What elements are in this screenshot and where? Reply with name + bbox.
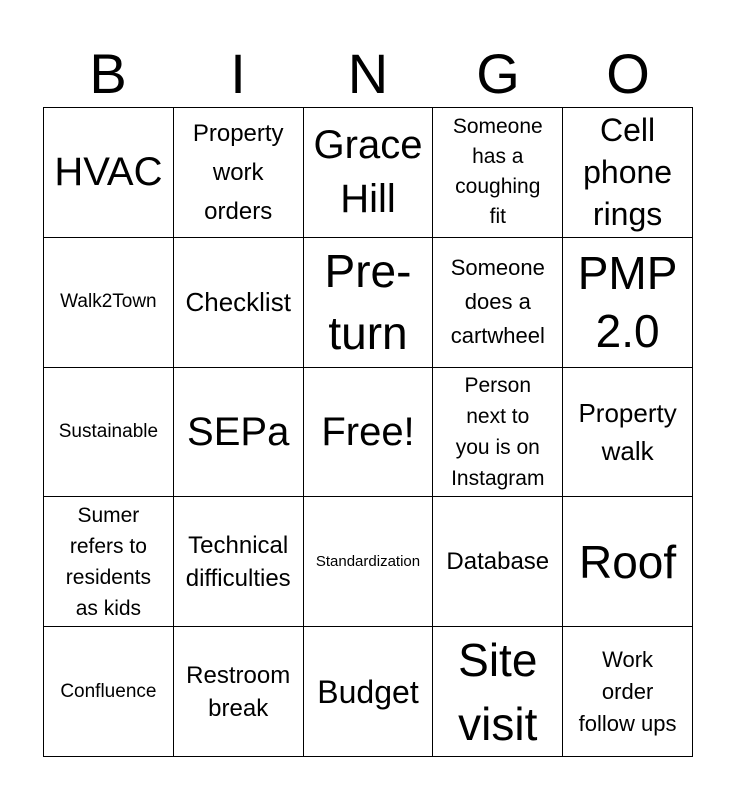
- header-letter-i: I: [230, 42, 246, 105]
- bingo-cell[interactable]: [174, 627, 304, 757]
- cell-text: Checklist: [185, 286, 291, 317]
- cell-text: Pre- turn: [324, 245, 412, 360]
- header-letter-n: N: [347, 42, 389, 105]
- cell-text: Standardization: [315, 552, 421, 570]
- bingo-cell[interactable]: [563, 627, 693, 757]
- bingo-cell[interactable]: [174, 238, 304, 368]
- cell-text: Someone has a coughing fit: [452, 115, 543, 229]
- cell-text: HVAC: [54, 150, 163, 195]
- bingo-cell[interactable]: [44, 108, 174, 238]
- bingo-cell[interactable]: [44, 368, 174, 498]
- bingo-cell[interactable]: [433, 108, 563, 238]
- cell-text: Cell phone rings: [583, 112, 673, 233]
- bingo-cell[interactable]: [433, 238, 563, 368]
- cell-text: PMP 2.0: [577, 247, 678, 358]
- header-letter-o: O: [606, 42, 650, 105]
- bingo-cell[interactable]: [44, 627, 174, 757]
- header-letter-g: G: [476, 42, 520, 105]
- bingo-cell[interactable]: [304, 627, 434, 757]
- cell-text: Sumer refers to residents as kids: [65, 503, 151, 620]
- bingo-cell[interactable]: [563, 108, 693, 238]
- cell-text: Budget: [317, 673, 419, 710]
- header-letter-b: B: [89, 42, 127, 105]
- bingo-cell[interactable]: [174, 368, 304, 498]
- bingo-cell[interactable]: [304, 368, 434, 498]
- cell-text: Someone does a cartwheel: [450, 255, 545, 349]
- bingo-cell[interactable]: [433, 497, 563, 627]
- bingo-cell[interactable]: [563, 238, 693, 368]
- bingo-cell[interactable]: [563, 497, 693, 627]
- bingo-grid: [43, 107, 693, 757]
- bingo-cell[interactable]: [304, 108, 434, 238]
- cell-text: Roof: [579, 535, 677, 588]
- cell-text: Property walk: [578, 397, 677, 466]
- cell-text: SEPa: [187, 409, 290, 454]
- cell-text: Database: [446, 548, 550, 576]
- cell-text: Restroom break: [186, 661, 291, 722]
- cell-text: Site visit: [458, 633, 538, 750]
- bingo-cell[interactable]: [433, 368, 563, 498]
- cell-text: Free!: [321, 409, 415, 454]
- bingo-cell[interactable]: [44, 497, 174, 627]
- bingo-cell[interactable]: [174, 108, 304, 238]
- cell-text: Person next to you is on Instagram: [451, 373, 545, 490]
- bingo-cell[interactable]: [44, 238, 174, 368]
- bingo-header: [43, 40, 693, 108]
- cell-text: Property work orders: [192, 119, 284, 225]
- cell-text: Grace Hill: [313, 123, 423, 222]
- cell-text: Work order follow ups: [578, 646, 677, 736]
- bingo-cell[interactable]: [174, 497, 304, 627]
- cell-text: Walk2Town: [60, 291, 157, 313]
- bingo-cell[interactable]: [433, 627, 563, 757]
- bingo-cell[interactable]: [304, 238, 434, 368]
- cell-text: Technical difficulties: [185, 531, 291, 592]
- bingo-cell[interactable]: [563, 368, 693, 498]
- bingo-cell[interactable]: [304, 497, 434, 627]
- cell-text: Sustainable: [58, 420, 159, 442]
- cell-text: Confluence: [60, 680, 157, 702]
